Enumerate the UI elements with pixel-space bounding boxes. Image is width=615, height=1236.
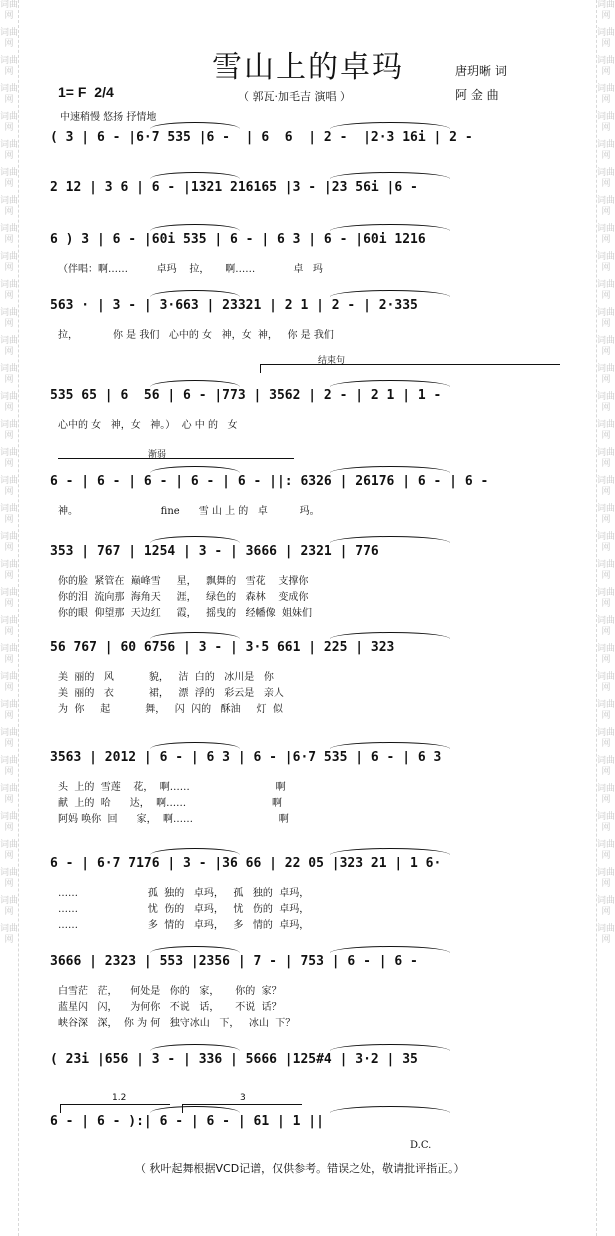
score-row-notes: 56 767 | 60 6756 | 3 - | 3·5 661 | 225 | 323: [50, 640, 395, 655]
watermark-text: 词曲网: [597, 252, 615, 273]
slur-mark: [150, 224, 240, 231]
watermark-text: 词曲网: [0, 280, 19, 301]
score-row-lyrics: 拉， 你 是 我们 心中的 女 神，女 神， 你 是 我们: [58, 330, 334, 341]
score-row-lyrics: 神。 fine 雪 山 上 的 卓 玛。: [58, 506, 320, 517]
fade-bracket: [58, 450, 294, 460]
watermark-text: 词曲网: [597, 868, 615, 889]
watermark-text: 词曲网: [0, 392, 19, 413]
slur-mark: [150, 742, 240, 749]
watermark-text: 词曲网: [0, 532, 19, 553]
watermark-text: 词曲网: [597, 28, 615, 49]
slur-mark: [150, 380, 240, 387]
lyricist-credit: 唐玥晰 词: [455, 64, 507, 78]
slur-mark: [330, 172, 450, 179]
watermark-text: 词曲网: [0, 644, 19, 665]
watermark-text: 词曲网: [597, 140, 615, 161]
watermark-text: 词曲网: [597, 784, 615, 805]
slur-mark: [330, 224, 450, 231]
watermark-text: 词曲网: [0, 84, 19, 105]
score-row-notes: 2 12 | 3 6 | 6 - |1321 216165 |3 - |23 56i |6 -: [50, 180, 418, 195]
score-row-notes: 3666 | 2323 | 553 |2356 | 7 - | 753 | 6 - | 6 -: [50, 954, 418, 969]
watermark-right: [596, 0, 615, 1236]
slur-mark: [330, 380, 450, 387]
watermark-text: 词曲网: [597, 756, 615, 777]
watermark-text: 词曲网: [0, 112, 19, 133]
watermark-text: 词曲网: [597, 560, 615, 581]
watermark-text: 词曲网: [597, 280, 615, 301]
slur-mark: [330, 122, 450, 129]
volta-3-label: 3: [240, 1093, 246, 1103]
watermark-text: 词曲网: [597, 0, 615, 21]
watermark-text: 词曲网: [597, 532, 615, 553]
slur-mark: [330, 1106, 450, 1113]
watermark-text: 词曲网: [0, 364, 19, 385]
watermark-text: 词曲网: [0, 308, 19, 329]
watermark-text: 词曲网: [0, 896, 19, 917]
watermark-text: 词曲网: [597, 112, 615, 133]
watermark-text: 词曲网: [0, 252, 19, 273]
slur-mark: [150, 946, 240, 953]
slur-mark: [150, 1106, 240, 1113]
dc-marking: D.C.: [410, 1140, 432, 1151]
score-row-lyrics: 美 丽的 风 貌， 洁 白的 冰川是 你 美 丽的 衣 裙， 漂 浮的 彩云是 亲人 为 你 起 舞， 闪 闪的 酥油 灯 似: [58, 672, 284, 715]
watermark-text: 词曲网: [0, 588, 19, 609]
volta-1-2: [60, 1093, 170, 1105]
slur-mark: [150, 172, 240, 179]
slur-mark: [150, 848, 240, 855]
score-row-notes: ( 3 | 6 - |6·7 535 |6 - | 6 6 | 2 - |2·3 16i | 2 -: [50, 130, 473, 145]
watermark-text: 词曲网: [0, 924, 19, 945]
slur-mark: [150, 122, 240, 129]
watermark-left: [0, 0, 19, 1236]
score-row-notes: 563 · | 3 - | 3·663 | 23321 | 2 1 | 2 - | 2·335: [50, 298, 418, 313]
watermark-text: 词曲网: [0, 336, 19, 357]
watermark-text: 词曲网: [597, 588, 615, 609]
watermark-text: 词曲网: [597, 896, 615, 917]
score-row-lyrics: 心中的 女 神，女 神。） 心 中 的 女: [58, 420, 238, 431]
watermark-text: 词曲网: [0, 140, 19, 161]
tempo-marking: 中速稍慢 悠扬 抒情地: [60, 112, 157, 123]
watermark-text: 词曲网: [597, 644, 615, 665]
watermark-text: 词曲网: [0, 616, 19, 637]
score-row-notes: 6 - | 6 - | 6 - | 6 - | 6 - ||: 6326 | 26176 | 6 - | 6 -: [50, 474, 489, 489]
watermark-text: 词曲网: [0, 476, 19, 497]
watermark-text: 词曲网: [597, 728, 615, 749]
slur-mark: [330, 848, 450, 855]
score-row-notes: 3563 | 2012 | 6 - | 6 3 | 6 - |6·7 535 | 6 - | 6 3: [50, 750, 442, 765]
score-row-lyrics: …… 孤 独的 卓玛， 孤 独的 卓玛， …… 忧 伤的 卓玛， 忧 伤的 卓玛， …… 多 情的 卓玛， 多 情的 卓玛，: [58, 888, 310, 931]
slur-mark: [150, 1044, 240, 1051]
score-row-lyrics: （伴唱：啊…… 卓玛 拉， 啊…… 卓 玛: [58, 264, 323, 275]
ending-phrase-label: 结束句: [318, 356, 346, 366]
watermark-text: 词曲网: [0, 56, 19, 77]
watermark-text: 词曲网: [0, 672, 19, 693]
watermark-text: 词曲网: [0, 560, 19, 581]
watermark-text: 词曲网: [0, 840, 19, 861]
watermark-text: 词曲网: [597, 224, 615, 245]
watermark-text: 词曲网: [597, 56, 615, 77]
watermark-text: 词曲网: [0, 196, 19, 217]
song-title: 雪山上的卓玛: [212, 50, 404, 85]
score-row-lyrics: 白雪茫 茫， 何处是 你的 家， 你的 家？ 蓝星闪 闪， 为何你 不说 话， 不说 话？ 峡谷深 深， 你 为 何 独守冰山 下， 冰山 下？: [58, 986, 296, 1029]
ending-phrase-bracket: [260, 356, 560, 366]
watermark-text: 词曲网: [0, 756, 19, 777]
slur-mark: [150, 536, 240, 543]
watermark-text: 词曲网: [597, 168, 615, 189]
watermark-text: 词曲网: [597, 504, 615, 525]
watermark-text: 词曲网: [597, 364, 615, 385]
volta-3: [182, 1093, 302, 1105]
score-row-notes: ( 23i |656 | 3 - | 336 | 5666 |125#4 | 3·2 | 35: [50, 1052, 418, 1067]
watermark-text: 词曲网: [0, 420, 19, 441]
watermark-text: 词曲网: [0, 728, 19, 749]
watermark-text: 词曲网: [0, 448, 19, 469]
watermark-text: 词曲网: [597, 448, 615, 469]
slur-mark: [330, 632, 450, 639]
watermark-text: 词曲网: [0, 0, 19, 21]
slur-mark: [150, 290, 240, 297]
score-row-notes: 353 | 767 | 1254 | 3 - | 3666 | 2321 | 776: [50, 544, 379, 559]
watermark-text: 词曲网: [0, 700, 19, 721]
slur-mark: [330, 536, 450, 543]
watermark-text: 词曲网: [0, 504, 19, 525]
watermark-text: 词曲网: [597, 476, 615, 497]
watermark-text: 词曲网: [597, 672, 615, 693]
slur-mark: [330, 1044, 450, 1051]
slur-mark: [330, 946, 450, 953]
volta-1-2-label: 1.2: [112, 1093, 127, 1103]
slur-mark: [330, 742, 450, 749]
watermark-text: 词曲网: [0, 28, 19, 49]
score-row-notes: 535 65 | 6 56 | 6 - |773 | 3562 | 2 - | 2 1 | 1 -: [50, 388, 442, 403]
score-row-notes: 6 ) 3 | 6 - |60i 535 | 6 - | 6 3 | 6 - |60i 1216: [50, 232, 426, 247]
slur-mark: [330, 290, 450, 297]
watermark-text: 词曲网: [597, 700, 615, 721]
watermark-text: 词曲网: [597, 840, 615, 861]
slur-mark: [150, 632, 240, 639]
fade-label: 渐弱: [148, 450, 167, 460]
watermark-text: 词曲网: [0, 784, 19, 805]
watermark-text: 词曲网: [597, 420, 615, 441]
time-signature: 2/4: [94, 84, 114, 100]
composer-credit: 阿 金 曲: [455, 88, 499, 102]
watermark-text: 词曲网: [597, 924, 615, 945]
watermark-text: 词曲网: [0, 224, 19, 245]
score-row-lyrics: 你的脸 紧管在 巅峰雪 星， 飘舞的 雪花 支撑你 你的泪 流向那 海角天 涯， 绿色的 森林 变成你 你的眼 仰望那 天边红 霞， 摇曳的 经幡像 姐妹们: [58, 576, 313, 619]
slur-mark: [330, 466, 450, 473]
watermark-text: 词曲网: [597, 336, 615, 357]
watermark-text: 词曲网: [0, 168, 19, 189]
score-row-notes: 6 - | 6·7 7176 | 3 - |36 66 | 22 05 |323 21 | 1 6·: [50, 856, 442, 871]
watermark-text: 词曲网: [597, 84, 615, 105]
score-row-notes: 6 - | 6 - ):| 6 - | 6 - | 61 | 1 ||: [50, 1114, 324, 1129]
singer-credit: （ 郭瓦·加毛吉 演唱 ）: [238, 90, 351, 103]
watermark-text: 词曲网: [597, 616, 615, 637]
watermark-text: 词曲网: [0, 868, 19, 889]
score-row-lyrics: 头 上的 雪莲 花， 啊…… 啊 献 上的 哈 达， 啊…… 啊 阿妈 唤你 回 家， 啊…… 啊: [58, 782, 289, 825]
slur-mark: [150, 466, 240, 473]
watermark-text: 词曲网: [597, 392, 615, 413]
watermark-text: 词曲网: [0, 812, 19, 833]
watermark-text: 词曲网: [597, 308, 615, 329]
watermark-text: 词曲网: [597, 812, 615, 833]
footer-note: （ 秋叶起舞根据VCD记谱，仅供参考。错误之处，敬请批评指正。）: [135, 1162, 465, 1175]
watermark-text: 词曲网: [597, 196, 615, 217]
key-signature: 1= F 2/4: [58, 84, 114, 100]
